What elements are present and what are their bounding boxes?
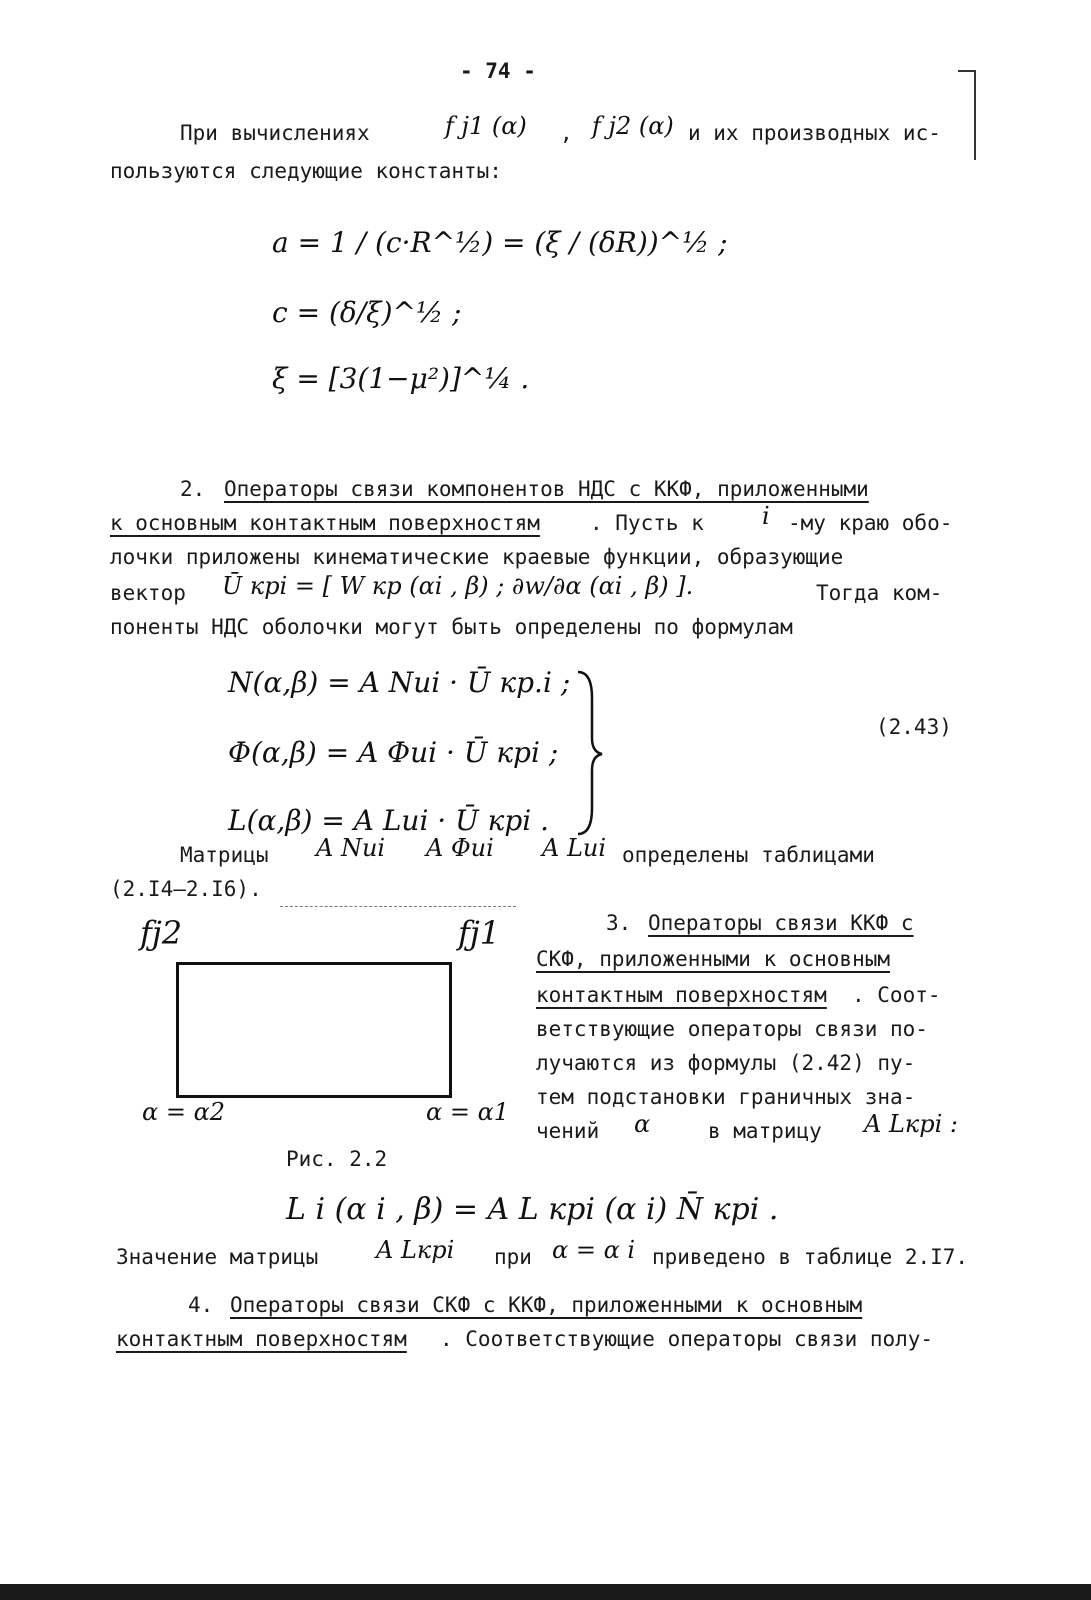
- intro-text: и их производных ис-: [688, 121, 941, 145]
- page-number: - 74 -: [460, 59, 536, 83]
- section-title: СКФ, приложенными к основным: [536, 947, 891, 971]
- formula-a: a = 1 / (c·R^½) = (ξ / (δR))^½ ;: [272, 226, 728, 259]
- paragraph-text: (2.I4–2.I6).: [110, 877, 262, 901]
- section-title: к основным контактным поверхностям: [110, 511, 540, 535]
- figure-rectangle: [176, 962, 452, 1098]
- section-title: Операторы связи СКФ с ККФ, приложенными к основным: [230, 1293, 863, 1317]
- equation-n: N(α,β) = A Nui · Ū кp.i ;: [228, 666, 571, 699]
- paragraph-text: . Соответствующие операторы связи полу-: [440, 1327, 934, 1351]
- equation-phi: Φ(α,β) = A Φui · Ū кpi ;: [228, 736, 559, 769]
- dashed-line: [280, 906, 516, 907]
- paragraph-text: в матрицу: [708, 1119, 822, 1143]
- condition: α = α i: [552, 1236, 636, 1264]
- section-number: 3.: [606, 911, 632, 935]
- label-fj1: fj1: [458, 914, 501, 952]
- variable-i: i: [762, 502, 770, 530]
- label-fj2: fj2: [140, 914, 183, 952]
- formula-c: c = (δ/ξ)^½ ;: [272, 296, 462, 329]
- equation-brace: [568, 668, 608, 838]
- paragraph-text: лучаются из формулы (2.42) пу-: [536, 1051, 916, 1075]
- matrix-aphiui: A Φui: [426, 834, 494, 862]
- function-f2: f j2 (α): [592, 112, 674, 140]
- paragraph-text: лочки приложены кинематические краевые функции, образующие: [110, 545, 844, 569]
- scan-mark: [974, 70, 976, 160]
- matrix-alkpi: A Lкpi :: [864, 1110, 958, 1138]
- formula-xi: ξ = [3(1−μ²)]^¼ .: [272, 362, 530, 395]
- section-title: контактным поверхностям: [536, 983, 827, 1007]
- matrix-anui: A Nui: [316, 834, 386, 862]
- section-title: Операторы связи компонентов НДС с ККФ, приложенными: [224, 477, 869, 501]
- section-title: Операторы связи ККФ с: [648, 911, 914, 935]
- paragraph-text: Значение матрицы: [116, 1245, 319, 1269]
- paragraph-text: -му краю обо-: [788, 511, 953, 535]
- paragraph-text: определены таблицами: [622, 843, 875, 867]
- variable-alpha: α: [634, 1110, 651, 1138]
- paragraph-text: чений: [536, 1119, 600, 1143]
- formula-li: L i (α i , β) = A L кpi (α i) N̄ кpi .: [286, 1192, 779, 1227]
- equation-l: L(α,β) = A Lui · Ū кpi .: [228, 804, 550, 837]
- comma: ,: [560, 121, 573, 145]
- section-number: 2.: [180, 477, 206, 501]
- label-alpha2: α = α2: [142, 1098, 226, 1126]
- section-number: 4.: [188, 1293, 214, 1317]
- paragraph-text: . Пусть к: [590, 511, 704, 535]
- paragraph-text: вектор: [110, 581, 186, 605]
- paragraph-text: при: [494, 1245, 532, 1269]
- section-title: контактным поверхностям: [116, 1327, 407, 1351]
- function-f1: f j1 (α): [445, 112, 527, 140]
- paragraph-text: тем подстановки граничных зна-: [536, 1085, 916, 1109]
- paragraph-text: приведено в таблице 2.I7.: [652, 1245, 969, 1269]
- paragraph-text: поненты НДС оболочки могут быть определены по формулам: [110, 615, 793, 639]
- paragraph-text: Матрицы: [180, 843, 269, 867]
- paragraph-text: Тогда ком-: [816, 581, 943, 605]
- intro-text: пользуются следующие константы:: [110, 159, 502, 183]
- intro-text: При вычислениях: [180, 121, 370, 145]
- paragraph-text: ветствующие операторы связи по-: [536, 1017, 928, 1041]
- figure-caption: Рис. 2.2: [286, 1147, 388, 1171]
- vector-formula: Ū кpi = [ W кp (αi , β) ; ∂w/∂α (αi , β) ].: [222, 572, 694, 600]
- matrix-alui: A Lui: [542, 834, 607, 862]
- paragraph-text: . Соот-: [852, 983, 941, 1007]
- equation-number: (2.43): [876, 715, 952, 739]
- label-alpha1: α = α1: [426, 1098, 510, 1126]
- matrix-alkpi: A Lкpi: [376, 1236, 455, 1264]
- scan-border: [0, 1584, 1091, 1600]
